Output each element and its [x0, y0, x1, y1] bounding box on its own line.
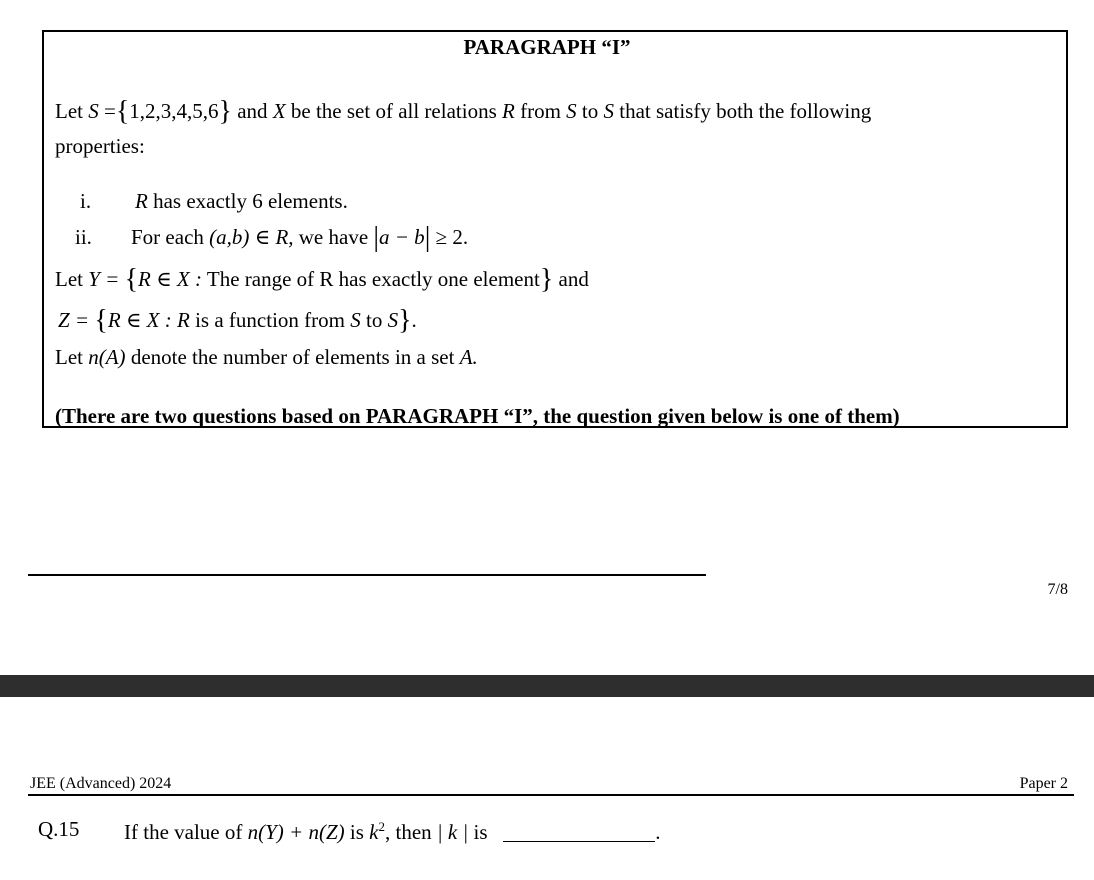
question-comma: , [384, 820, 391, 844]
y-definition: Let Y = {R ∈ X : The range of R has exactly one element} and [55, 264, 589, 295]
y-def-start: Y = [88, 267, 120, 291]
z-to: to [365, 308, 383, 332]
question-number: Q.15 [38, 817, 80, 841]
property-2: For each (a,b) ∈ R, we have |a − b| ≥ 2. [131, 222, 469, 253]
property-2-ge: ≥ 2. [435, 225, 469, 249]
intro-X: X [272, 99, 286, 123]
intro-S3: S [603, 99, 614, 123]
z-S1: S [350, 308, 361, 332]
question-k: k [369, 820, 379, 844]
y-let: Let [55, 267, 83, 291]
intro-rest2: that satisfy both the following [619, 99, 872, 123]
intro-rest1: be the set of all relations [290, 99, 497, 123]
property-2-in: ∈ [254, 225, 271, 249]
property-2-expr: a − b [379, 225, 425, 249]
intro-let: Let [55, 99, 83, 123]
intro-eq: = [103, 99, 116, 123]
page-number: 7/8 [1047, 581, 1068, 598]
property-2-number: ii. [75, 225, 92, 249]
intro-and: and [237, 99, 268, 123]
property-1-number: i. [80, 189, 92, 213]
exam-title: JEE (Advanced) 2024 [30, 775, 172, 792]
question-then: then [395, 820, 432, 844]
n-let: Let [55, 345, 83, 369]
question-is1: is [349, 820, 364, 844]
property-2-text1: For each [131, 225, 204, 249]
n-definition [55, 345, 478, 370]
z-def-text: is a function from [195, 308, 345, 332]
question-k-exp: 2 [378, 819, 385, 834]
paragraph-note: (There are two questions based on PARAGRAPH “I”, the question given below is one of them) [55, 404, 900, 428]
intro-to: to [581, 99, 599, 123]
intro-set: 1,2,3,4,5,6 [129, 99, 219, 123]
property-2-text2: we have [298, 225, 369, 249]
property-2-pair: (a,b) [209, 225, 250, 249]
intro-S: S [88, 99, 99, 123]
intro-line-1: Let S ={1,2,3,4,5,6} and X be the set of all relations R from S to S that satisfy both the following [55, 96, 872, 127]
z-end: . [411, 308, 417, 332]
z-definition: Z = {R ∈ X : R is a function from S to S}. [58, 305, 417, 336]
intro-from: from [520, 99, 561, 123]
header-rule [28, 794, 1074, 796]
question-expr: n(Y) + n(Z) [247, 820, 345, 844]
property-1-R: R [135, 189, 148, 213]
y-def-in: R ∈ X : [138, 267, 202, 291]
paper-label: Paper 2 [1019, 775, 1068, 792]
page-separator [0, 675, 1094, 697]
n-A: A. [459, 345, 478, 369]
z-S2: S [387, 308, 399, 332]
question-end: . [655, 820, 661, 844]
footer-rule [28, 574, 706, 576]
paragraph-title: PARAGRAPH “I” [463, 35, 631, 59]
z-def-in: R ∈ X : R [107, 308, 190, 332]
n-expr: n(A) [88, 345, 126, 369]
intro-R: R [502, 99, 515, 123]
question-text1: If the value of [124, 820, 243, 844]
n-text: denote the number of elements in a set [130, 345, 455, 369]
y-and: and [558, 267, 589, 291]
intro-line-2: properties: [55, 134, 145, 158]
answer-blank[interactable] [503, 823, 655, 842]
y-def-text: The range of R has exactly one element [206, 267, 540, 291]
property-2-R: R, [275, 225, 294, 249]
z-def-start: Z = [58, 308, 90, 332]
property-1-text: has exactly 6 elements. [153, 189, 348, 213]
intro-S2: S [566, 99, 577, 123]
question-is2: is [473, 820, 488, 844]
property-1 [135, 189, 348, 214]
question-absk: | k | [436, 820, 469, 844]
question-text [124, 819, 661, 845]
